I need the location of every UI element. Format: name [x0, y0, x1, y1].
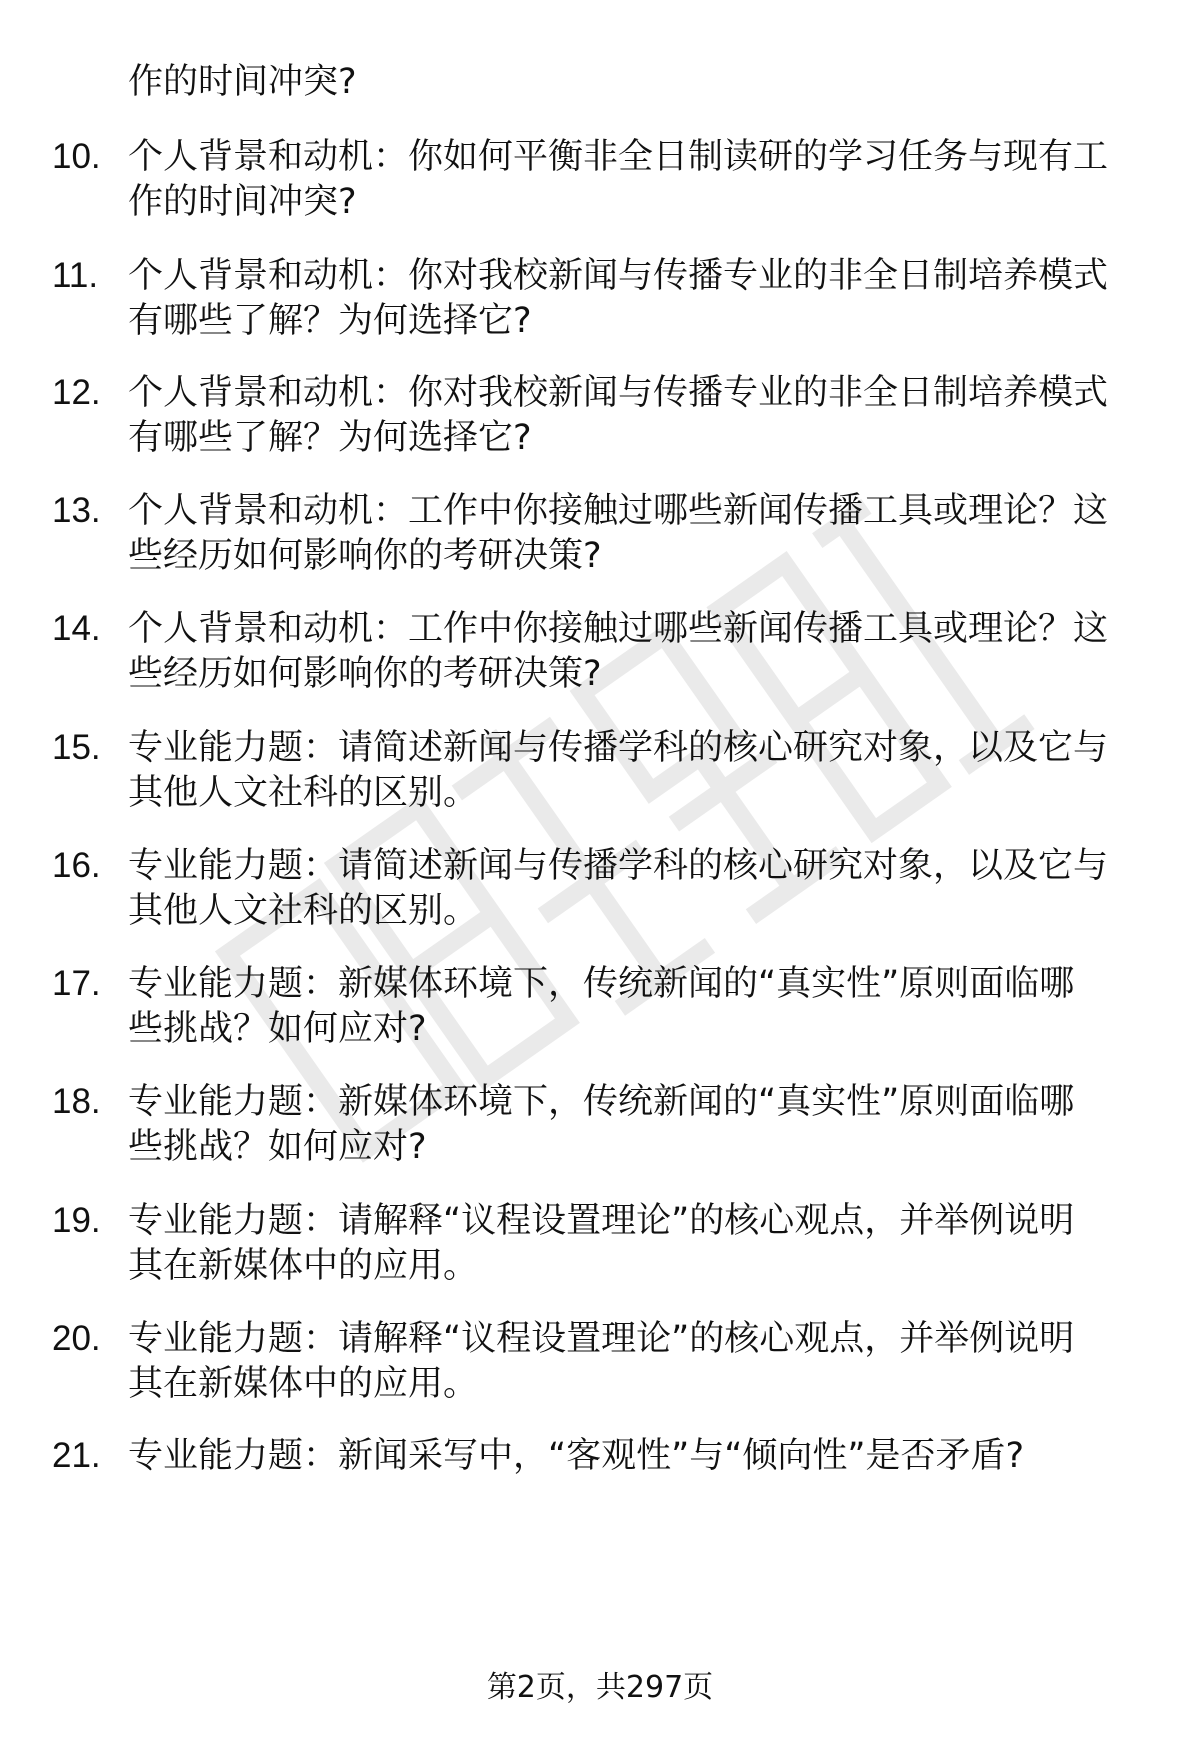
question-text-line: 专业能力题：请简述新闻与传播学科的核心研究对象，以及它与: [128, 728, 1109, 768]
question-number: 12.: [52, 373, 101, 412]
question-item: [0, 369, 1200, 469]
question-item: [0, 1078, 1200, 1178]
continuation-text: 作的时间冲突?: [128, 62, 357, 102]
question-number: 21.: [52, 1436, 101, 1475]
question-text-line: 个人背景和动机：你如何平衡非全日制读研的学习任务与现有工: [128, 137, 1109, 177]
question-text-line: 些挑战？如何应对?: [128, 1127, 427, 1167]
question-item: [0, 1197, 1200, 1297]
question-item: [0, 605, 1200, 705]
question-number: 19.: [52, 1201, 101, 1240]
question-text-line: 其在新媒体中的应用。: [128, 1246, 479, 1286]
question-number: 13.: [52, 491, 101, 530]
question-text-line: 有哪些了解？为何选择它?: [128, 301, 532, 341]
question-text-line: 其他人文社科的区别。: [128, 773, 479, 813]
question-text-line: 些经历如何影响你的考研决策?: [128, 654, 602, 694]
question-number: 11.: [52, 256, 99, 295]
question-text-line: 作的时间冲突?: [128, 182, 357, 222]
question-item: [0, 1315, 1200, 1415]
question-text-line: 个人背景和动机：你对我校新闻与传播专业的非全日制培养模式: [128, 256, 1109, 296]
question-number: 14.: [52, 609, 101, 648]
question-item: [0, 960, 1200, 1060]
question-text-line: 专业能力题：新媒体环境下，传统新闻的“真实性”原则面临哪: [128, 964, 1075, 1004]
question-item: [0, 252, 1200, 352]
question-item: [0, 842, 1200, 942]
question-item: [0, 1432, 1200, 1532]
question-item: [0, 724, 1200, 824]
question-item: [0, 487, 1200, 587]
question-item: [0, 133, 1200, 233]
question-text-line: 其在新媒体中的应用。: [128, 1364, 479, 1404]
question-text-line: 其他人文社科的区别。: [128, 891, 479, 931]
question-number: 15.: [52, 728, 101, 767]
question-text-line: 些经历如何影响你的考研决策?: [128, 536, 602, 576]
page-number-footer: 第2页，共297页: [486, 1670, 714, 1705]
question-number: 18.: [52, 1082, 101, 1121]
question-number: 16.: [52, 846, 101, 885]
question-text-line: 些挑战？如何应对?: [128, 1009, 427, 1049]
question-number: 20.: [52, 1319, 101, 1358]
question-text-line: 专业能力题：请简述新闻与传播学科的核心研究对象，以及它与: [128, 846, 1109, 886]
question-text-line: 有哪些了解？为何选择它?: [128, 418, 532, 458]
question-text-line: 专业能力题：新媒体环境下，传统新闻的“真实性”原则面临哪: [128, 1082, 1075, 1122]
question-number: 17.: [52, 964, 101, 1003]
question-number: 10.: [52, 137, 101, 176]
question-text-line: 个人背景和动机：工作中你接触过哪些新闻传播工具或理论？这: [128, 609, 1109, 649]
question-text-line: 个人背景和动机：你对我校新闻与传播专业的非全日制培养模式: [128, 373, 1109, 413]
question-text-line: 专业能力题：请解释“议程设置理论”的核心观点，并举例说明: [128, 1319, 1075, 1359]
question-text-line: 专业能力题：新闻采写中，“客观性”与“倾向性”是否矛盾?: [128, 1436, 1025, 1476]
question-text-line: 专业能力题：请解释“议程设置理论”的核心观点，并举例说明: [128, 1201, 1075, 1241]
question-text-line: 个人背景和动机：工作中你接触过哪些新闻传播工具或理论？这: [128, 491, 1109, 531]
